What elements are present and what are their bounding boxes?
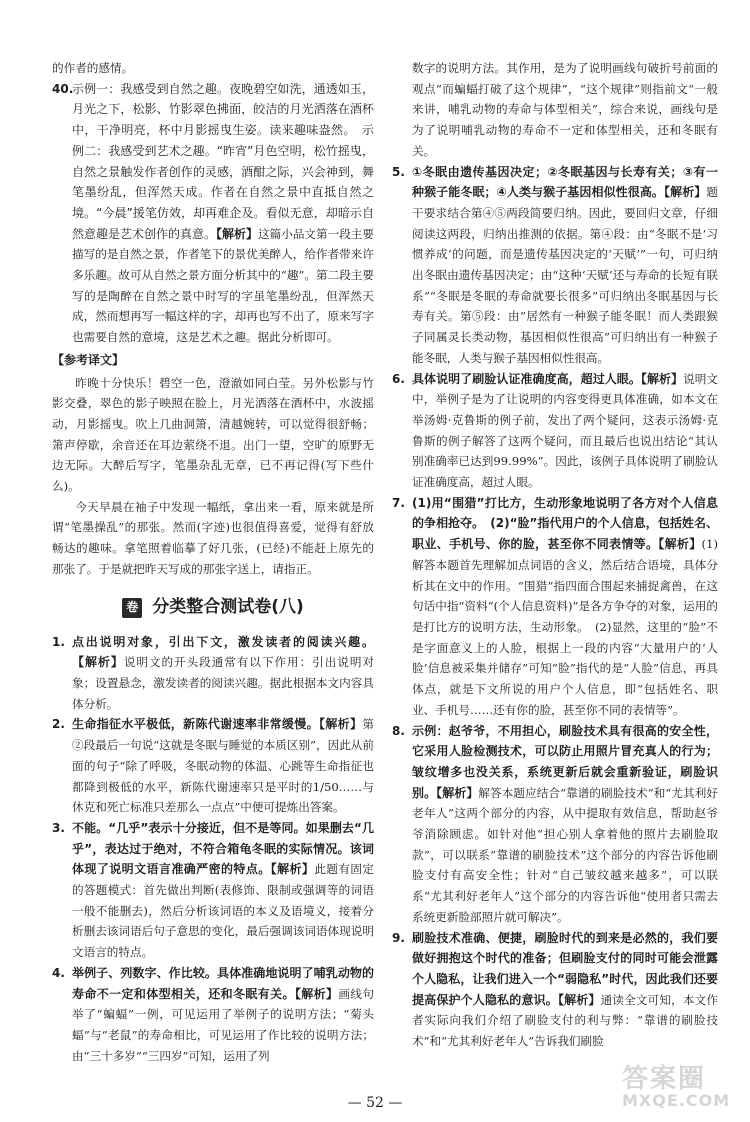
answer-text: 示例：赵爷爷，不用担心，刷脸技术具有很高的安全性，它采用人脸检测技术，可以防止用照片冒充真人的行为；皱纹增多也没关系，系统更新后就会重新验证，刷脸识别。 (412, 723, 718, 800)
question-6 (392, 369, 718, 493)
site-watermark (622, 1058, 740, 1116)
reference-translation-heading: 【参考译文】 (52, 352, 125, 367)
intro-line: 的作者的感情。 (52, 61, 134, 75)
answer-text: 生命指征水平极低，新陈代谢速率非常缓慢。 (72, 717, 319, 732)
question-4 (52, 963, 374, 1067)
question-9 (392, 928, 718, 1052)
answer-text: 示例一：我感受到自然之趣。夜晚碧空如洗，通透如玉，月光之下，松影、竹影翠色拂面，皎洁的月光洒落在酒杯中，干净明亮，杯中月影摇曳生姿。读来趣味盎然。 示例二：我感受到艺术之趣。“昨宵”月色空明，松竹摇曳，自然之景触发作者创作的灵感，酒酣之际，兴会神到，舞笔墨纷乱，但浑然天成。作者在自然之景中直抵自然之境。“今晨”援笔仿效，却再难企及。看似无意，却暗示自然意趣是艺术创作的真意。 (72, 81, 374, 241)
question-3 (52, 818, 374, 963)
answer-text: 具体说明了刷脸认证准确度高，超过人眼。 (412, 371, 641, 386)
analysis-text: 说明文中，举例子是为了让说明的内容变得更具体准确，如本文在举汤姆·克鲁斯的例子前，发出了两个疑问，这表示汤姆·克鲁斯的例子解答了这两个疑问，而且最后也说出结论“其认别准确率已达到99.99%”。因此，该例子具体说明了刷脸认证准确度高，超过人眼。 (412, 371, 718, 490)
answer-text: 不能。“几乎”表示十分接近，但不是等同。如果删去“几乎”，表达过于绝对，不符合箱龟冬眠的实际情况。该词体现了说明文语言准确严密的特点。 (72, 820, 374, 877)
question-5 (392, 162, 718, 369)
answer-text: (1)用“围猎”打比方，生动形象地说明了各方对个人信息的争相抢夺。 (2)“脸”指代用户的个人信息，包括姓名、职业、手机号、你的脸，甚至你不同表情等。 (412, 495, 718, 552)
answer-text: 举例子、列数字、作比较。具体准确地说明了哺乳动物的寿命不一定和体型相关，还和冬眠有关。 (72, 965, 374, 1001)
analysis-text: 通读全文可知，本文作者实际向我们介绍了刷脸支付的利与弊：“靠谱的刷脸技术”和“尤其利好老年人”告诉我们刷脸 (412, 992, 718, 1049)
analysis-text: 画线句举了“蝙蝠”一例，可见运用了举例子的说明方法；“菊头蝠”与“老鼠”的寿命相比，可见运用了作比较的说明方法；由“三十多岁”“三四岁”可知，运用了列 (72, 986, 374, 1063)
section-title: 分类整合测试卷(八) (152, 597, 304, 618)
question-number: 6. (392, 371, 405, 386)
question-number: 3. (52, 820, 65, 835)
analysis-tag: 【解析】 (658, 537, 702, 552)
analysis-tag: 【解析】 (72, 655, 124, 670)
page-number: — 52 — (347, 1095, 403, 1111)
question-number: 5. (392, 164, 405, 179)
watermark-url: MXQE.COM (622, 1091, 731, 1110)
left-column (52, 58, 374, 1066)
analysis-tag: 【解析】 (436, 785, 479, 800)
right-column (392, 58, 718, 1052)
question-8 (392, 721, 718, 928)
answer-text: 点出说明对象，引出下文，激发读者的阅读兴趣。 (72, 634, 374, 649)
question-1 (52, 632, 374, 715)
analysis-tag: 【解析】 (318, 717, 363, 732)
question-4-continued (392, 58, 718, 162)
watermark-logo-text: 答案圈 (622, 1064, 707, 1094)
analysis-tag: 【解析】 (216, 226, 259, 241)
analysis-text: 数字的说明方法。其作用，是为了说明画线句破折号前面的观点“而蝙蝠打破了这个规律”，“这个规律”则指前文“一般来讲，哺乳动物的寿命与体型相关”，综合来说，画线句是为了说明哺乳动物的寿命不一定和体型相关，还和冬眠有关。 (412, 61, 718, 158)
translation-paragraph-1: 昨晚十分快乐！碧空一色，澄澈如同白莹。另外松影与竹影交叠，翠色的影子映照在脸上，月光洒落在酒杯中，水波摇动，月影摇曳。吹上几曲洞箫，清越婉转，可以觉得很舒畅；箫声停歇，余音还在耳边萦绕不退。出门一望，空旷的原野无边无际。大醉后写字，笔墨杂乱无章，已不再记得(写下些什么)。 (52, 375, 374, 494)
analysis-tag: 【解析】 (640, 371, 684, 386)
question-7 (392, 493, 718, 721)
translation-paragraph-2: 今天早晨在袖子中发现一幅纸，拿出来一看，原来就是所谓“笔墨操乱”的那张。然而(字迹)也很值得喜爱，觉得有舒放畅达的趣味。拿笔照着临摹了好几张，(已经)不能赶上原先的那张了。于是就把昨天写成的那张字送上，请指正。 (52, 499, 374, 576)
test-paper-icon: 卷 (122, 598, 142, 618)
analysis-tag: 【解析】 (557, 992, 601, 1007)
analysis-text: (1)解答本题首先理解加点词语的含义，然后结合语境，具体分析其在文中的作用。“围猎”指四面合围起来捕捉禽兽，在这句话中指“资料”(个人信息资料)”是各方争夺的对象，运用的是打比方的说明方法，生动形象。 (2)显然，这里的“脸”不是字面意义上的人脸，根据上一段的内容“大量用户的‘人脸’信息被采集并储存”可知“脸”指代的是“人脸”信息，再具体点，就是下文所说的用户个人信息，即“包括姓名、职业、手机号……还有你的脸，甚至你不同的表情等”。 (412, 537, 718, 717)
question-2 (52, 714, 374, 818)
section-heading (52, 594, 374, 622)
question-number: 2. (52, 717, 65, 732)
analysis-text: 此题有固定的答题模式：首先做出判断(表修饰、限制或强调等的词语一般不能删去)，然后分析该词语的本义及语境义，接着分析删去该词语后句子意思的变化，最后强调该词语体现说明文语言的特点。 (72, 862, 374, 960)
question-40 (52, 79, 374, 348)
question-number: 9. (392, 930, 405, 945)
question-number: 1. (52, 634, 65, 649)
answer-text: ①冬眠由遗传基因决定；②冬眠基因与长寿有关；③有一种猴子能冬眠；④人类与猴子基因相似性很高。 (412, 164, 718, 200)
analysis-text: 这篇小品文第一段主要描写的是自然之景，作者笔下的景优美醉人，给作者带来许多乐趣。故可从自然之景方面分析其中的“趣”。第二段主要写的是陶醉在自然之景中时写的字虽笔墨纷乱，但浑然天成，然而想再写一幅这样的字，却再也写不出了，原来写字也需要自然的意境，这是艺术之趣。据此分析即可。 (72, 226, 374, 345)
answer-text: 刷脸技术准确、便捷，刷脸时代的到来是必然的，我们要做好拥抱这个时代的准备；但刷脸支付的同时可能会泄露个人隐私，让我们进入一个“弱隐私”时代，因此我们还要提高保护个人隐私的意识。 (412, 930, 718, 1007)
analysis-tag: 【解析】 (270, 862, 315, 877)
analysis-tag: 【解析】 (294, 986, 339, 1001)
analysis-tag: 【解析】 (664, 185, 707, 200)
analysis-text: 题干要求结合第④⑤两段简要归纳。因此，要回归文章，仔细阅读这两段，归纳出推测的依据。第④段：由“冬眠不是‘习惯养成’的问题，而是遗传基因决定的‘天赋’”一句，可归纳出冬眠由遗传基因决定；由“这种‘天赋’还与寿命的长短有联系”“冬眠是冬眠的寿命就要长很多”可归纳出冬眠基因与长寿有关。第⑤段：由“居然有一种猴子能冬眠！而人类跟猴子同属灵长类动物，基因相似性很高”可归纳出有一种猴子能冬眠，人类与猴子基因相似性很高。 (412, 185, 718, 365)
question-number: 7. (392, 495, 405, 510)
question-number: 40. (52, 81, 74, 96)
analysis-text: 解答本题应结合“靠谱的刷脸技术”和“尤其利好老年人”这两个部分的内容，从中提取有效信息，帮助赵爷爷消除顾虑。如针对他“担心别人拿着他的照片去刷脸取款”，可以联系“靠谱的刷脸技术”这个部分的内容告诉他刷脸支付有高安全性；针对“自己皱纹越来越多”，可以联系“尤其利好老年人”这个部分的内容告诉他“使用者只需去系统更新脸部照片就可解决”。 (412, 785, 718, 924)
question-number: 4. (52, 965, 65, 980)
analysis-text: 第②段最后一句说“这就是冬眠与睡觉的本质区别”，因此从前面的句子“除了呼吸，冬眠动物的体温、心跳等生命指征也都降到极低的水平，新陈代谢速率只是平时的1/50……与休克和死亡标准只差那么一点点”中便可提炼出答案。 (72, 717, 374, 815)
analysis-text: 说明文的开头段通常有以下作用：引出说明对象；设置悬念，激发读者的阅读兴趣。据此根据本文内容具体分析。 (72, 655, 374, 711)
question-number: 8. (392, 723, 405, 738)
